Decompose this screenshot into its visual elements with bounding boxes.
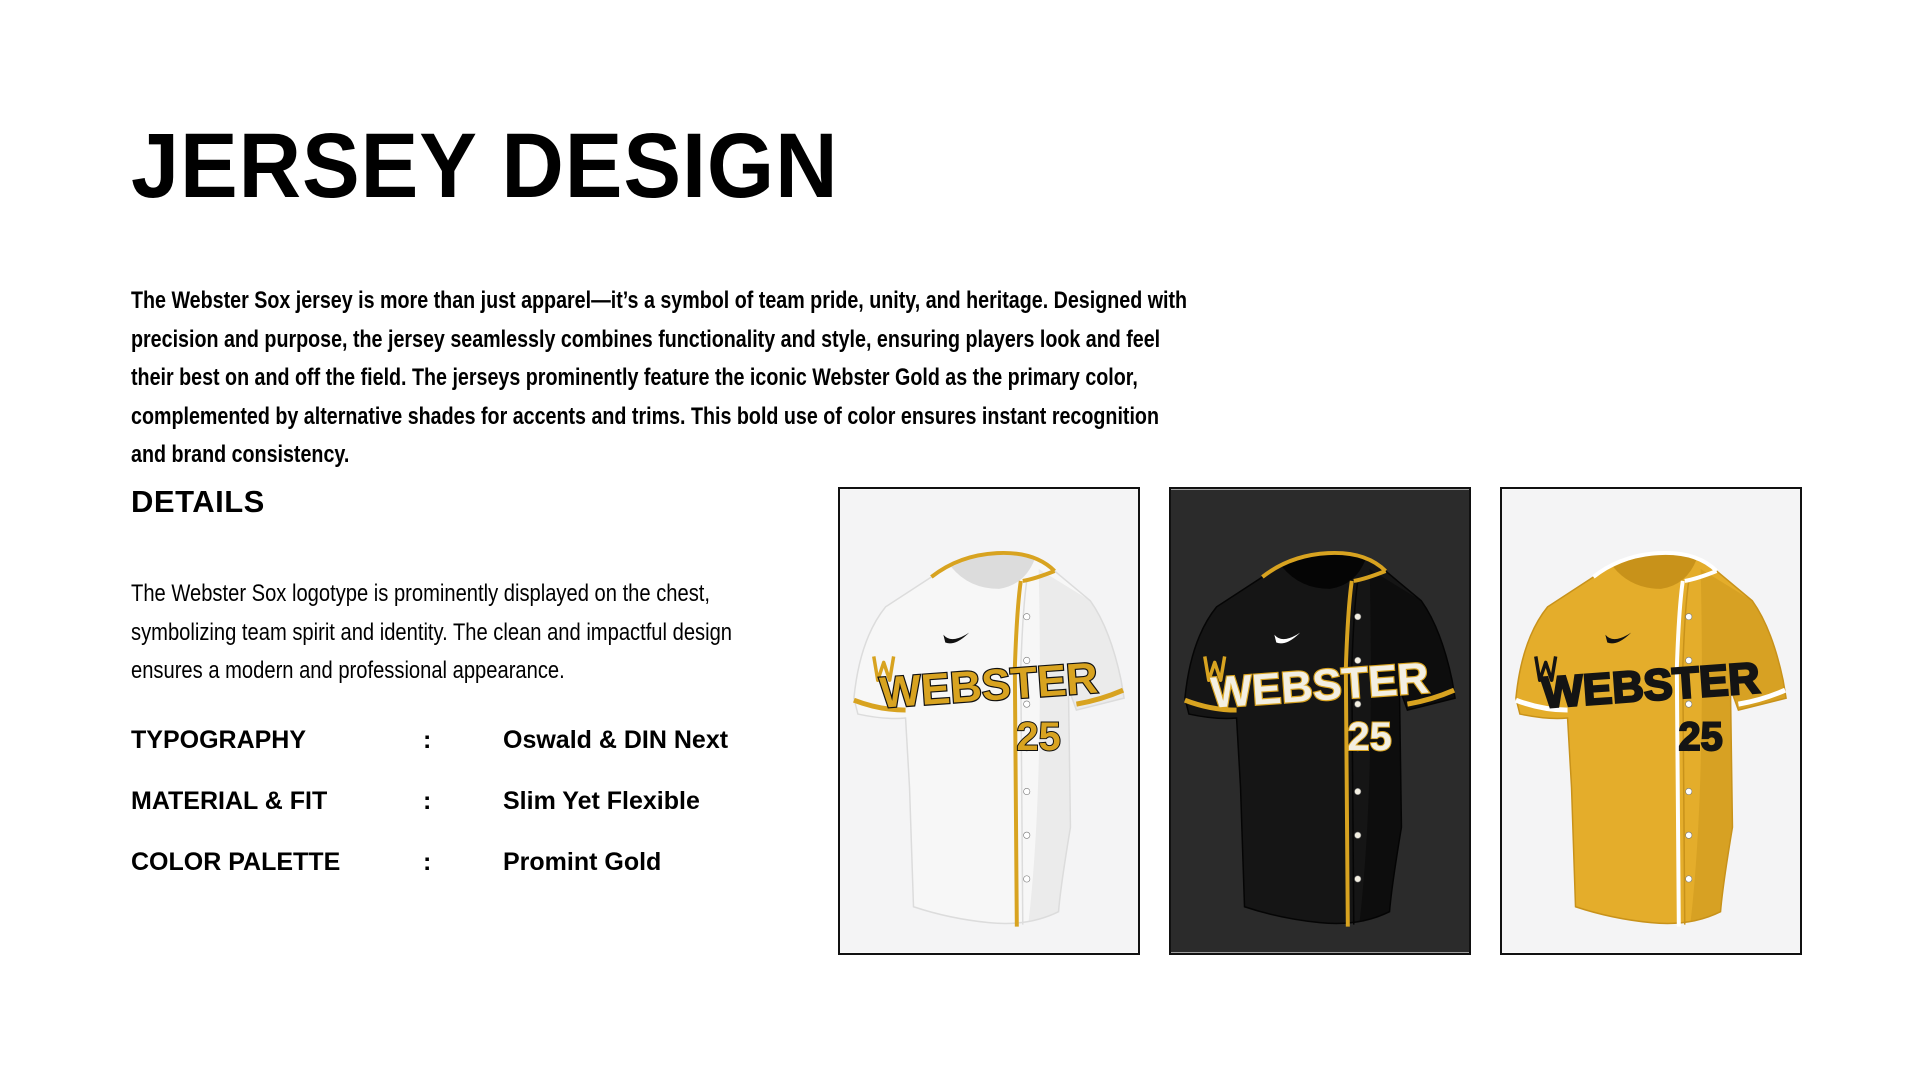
spec-label: TYPOGRAPHY — [131, 726, 307, 754]
jersey-illustration — [840, 489, 1138, 953]
spec-row-material-fit — [131, 787, 771, 821]
jersey-button — [1686, 614, 1692, 620]
details-heading: DETAILS — [131, 484, 265, 519]
spec-separator: : — [423, 726, 432, 754]
jersey-wordmark: WEBSTER — [878, 653, 1100, 718]
spec-value: Promint Gold — [503, 848, 662, 876]
jersey-button — [1024, 876, 1030, 882]
spec-separator: : — [423, 848, 432, 876]
spec-value: Slim Yet Flexible — [503, 787, 700, 815]
jersey-card-gold — [1500, 487, 1802, 955]
jersey-wordmark: WEBSTER — [1209, 653, 1431, 718]
spec-value: Oswald & DIN Next — [503, 726, 729, 754]
jersey-number: 25 — [1347, 714, 1392, 759]
jersey-wordmark: WEBSTER — [1540, 653, 1762, 718]
spec-label: COLOR PALETTE — [131, 848, 341, 876]
jersey-number: 25 — [1678, 714, 1723, 759]
jersey-button — [1686, 832, 1692, 838]
jersey-button — [1355, 832, 1361, 838]
jersey-illustration — [1171, 489, 1469, 953]
spec-separator: : — [423, 787, 432, 815]
intro-paragraph: The Webster Sox jersey is more than just apparel—it’s a symbol of team pride, unity, and heritage. Designed with precision and purpose, the jersey seamlessly combines functionality and style, ensuring players look and feel their best on and off the field. The jerseys prominently feature the iconic Webster Gold as the primary color, complemented by alternative shades for accents and trims. This bold use of color ensures instant recognition and brand consistency. — [131, 287, 1188, 468]
jersey-card-black — [1169, 487, 1471, 955]
jersey-button — [1024, 788, 1030, 794]
jersey-button — [1024, 832, 1030, 838]
spec-label: MATERIAL & FIT — [131, 787, 328, 815]
jersey-card-white — [838, 487, 1140, 955]
spec-row-color-palette — [131, 848, 771, 882]
jersey-button — [1355, 614, 1361, 620]
page-title: JERSEY DESIGN — [131, 115, 839, 217]
spec-row-typography — [131, 726, 771, 760]
jersey-button — [1024, 614, 1030, 620]
jersey-button — [1355, 876, 1361, 882]
jersey-illustration — [1502, 489, 1800, 953]
jersey-button — [1686, 876, 1692, 882]
jersey-number: 25 — [1016, 714, 1061, 759]
jersey-button — [1355, 788, 1361, 794]
jersey-button — [1686, 788, 1692, 794]
details-paragraph: The Webster Sox logotype is prominently displayed on the chest, symbolizing team spirit and identity. The clean and impactful design ensures a modern and professional appearance. — [131, 580, 733, 684]
